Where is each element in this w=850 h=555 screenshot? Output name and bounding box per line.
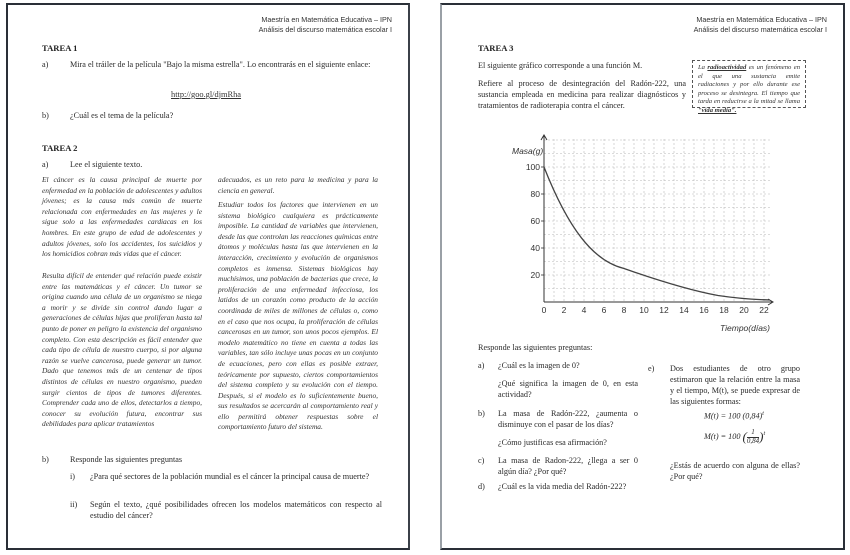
tarea1-b-label: b) — [42, 111, 49, 120]
header-program: Maestría en Matemática Educativa – IPN — [261, 15, 392, 24]
tarea2-a-label: a) — [42, 160, 49, 169]
svg-text:60: 60 — [530, 216, 540, 226]
y-tick-labels — [526, 162, 540, 280]
chart-grid — [544, 139, 770, 302]
tarea3-intro2: Refiere al proceso de desintegración del Radón-222, una sustancia empleada en medicina para realizar diagnósticos y tratamientos de radioterapia contra el cáncer. — [478, 79, 686, 110]
question-i-text: ¿Para qué sectores de la población mundial es el cáncer la principal causa de muerte? — [90, 472, 370, 481]
svg-text:12: 12 — [659, 305, 669, 315]
header-program: Maestría en Matemática Educativa – IPN — [696, 15, 827, 24]
svg-text:18: 18 — [719, 305, 729, 315]
tarea2-b-text: Responde las siguientes preguntas — [70, 455, 183, 464]
tarea3-intro1: El siguiente gráfico corresponde a una función M. — [478, 61, 643, 70]
svg-text:10: 10 — [639, 305, 649, 315]
question-ii-text: Según el texto, ¿qué posibilidades ofrecen los modelos matemáticos con respecto al estudio del cáncer? — [90, 500, 382, 520]
header-course: Análisis del discurso matemática escolar I — [693, 24, 827, 34]
question-ii-label: ii) — [70, 500, 78, 509]
svg-text:8: 8 — [621, 305, 627, 315]
term-vida-media: "vida media". — [698, 106, 737, 114]
svg-text:22: 22 — [759, 305, 769, 315]
formula-1: M(t) = 100 $(0,84)^t$ — [704, 411, 764, 421]
questions-intro: Responde las siguientes preguntas: — [478, 343, 593, 352]
decay-curve — [544, 167, 770, 300]
decay-chart — [508, 133, 778, 348]
fraction: $\frac{1}{0,84}$ — [746, 428, 760, 445]
q-e-text2: ¿Estás de acuerdo con alguna de ellas? ¿Por qué? — [670, 461, 800, 481]
q-a-text1: ¿Cuál es la imagen de 0? — [498, 361, 580, 370]
tarea2-b-label: b) — [42, 455, 49, 464]
q-a-text2: ¿Qué significa la imagen de 0, en esta actividad? — [498, 379, 638, 399]
formula-2: M(t) = 100 ( $\frac{1}{0,84}$ )$^t$ — [704, 428, 766, 445]
svg-text:14: 14 — [679, 305, 689, 315]
svg-text:80: 80 — [530, 189, 540, 199]
q-d-text: ¿Cuál es la vida media del Radón-222? — [498, 482, 627, 491]
right-page — [440, 3, 845, 550]
reading-col2-p2: Estudiar todos los factores que intervienen en un sistema biológico cualquiera es prácticamente imposible. La cantidad de variables que intervienen, desde las que controlan las reacciones químicas entre átomos y moléculas hasta las que intervienen en la interacción, crecimiento y evolución de organismos completos es inmensa. Sistemas biológicos hay muchísimos, una población de bacterias que crece, la proliferación de una enfermedad infecciosa, los latidos de un corazón como producto de la acción coordinada de miles de millones de células o, como en el caso que nos ocupa, la proliferación de células cancerosas en un tumor, son unos pocos ejemplos. El modelo matemático no tiene en cuenta a todas las variables, tan sólo incluye unas pocas en un conjunto de ecuaciones, pero con ellas es posible extraer, teóricamente por supuesto, ciertos comportamientos del sistema completo y su evolución con el tiempo. Después, si el modelo es lo suficientemente bueno, sus resultados se acercarán al comportamiento real y ello permitirá obtener respuestas sobre el comportamiento futuro del sistema. — [218, 200, 378, 432]
tarea2-a-text: Lee el siguiente texto. — [70, 160, 143, 169]
svg-text:40: 40 — [530, 243, 540, 253]
question-i-label: i) — [70, 472, 76, 481]
q-c-label: c) — [478, 456, 485, 465]
page-header — [259, 15, 392, 34]
q-b-text2: ¿Cómo justificas esa afirmación? — [498, 438, 607, 447]
tarea2-title: TAREA 2 — [42, 143, 78, 153]
svg-text:2: 2 — [561, 305, 567, 315]
y-axis-title: Masa(g) — [512, 146, 544, 156]
svg-text:6: 6 — [601, 305, 607, 315]
reading-col1-p2: Resulta difícil de entender qué relación puede existir entre las matemáticas y el cáncer. Un tumor se origina cuando una célula de un organismo se niega a morir y se divide sin control dando lugar a generaciones de células hijas que proliferan hasta tal punto de poner en peligro la existencia del organismo completo. Con esta descripción es fácil entender que cada tipo de célula de nuestro cuerpo, si por alguna razón se vuelve cancerosa, puede generar un tumor. Dado que tenemos más de un centenar de tipos distintos de células en nuestro organismo, pueden surgir cientos de tipos de tumores diferentes. Comprender cada uno de ellos, detectarlos a tiempo, conocer su evolución futura, encontrar sus debilidades para aplicar tratamientos — [42, 271, 202, 429]
q-e-text1: Dos estudiantes de otro grupo estimaron que la relación entre la masa y el tiempo, M(t), se puede expresar de las siguientes formas: — [670, 364, 800, 406]
svg-text:16: 16 — [699, 305, 709, 315]
q-a-label: a) — [478, 361, 485, 370]
q-b-text1: La masa de Radón-222, ¿aumenta o disminuye con el pasar de los días? — [498, 409, 638, 429]
q-c-text: La masa de Radon-222, ¿llega a ser 0 algún día? ¿Por qué? — [498, 456, 638, 476]
reading-col1-p1: El cáncer es la causa principal de muerte por enfermedad en la población de adolescentes y adultos jóvenes; es la causa más común de muerte relacionada con enfermedades en las mujeres y le sigue solo a las enfermedades cardiacas en los hombres. En este grupo de edad de adolescentes y adultos jóvenes, solo los accidentes, los suicidios y los homicidios cobran más vidas que el cáncer. — [42, 175, 202, 259]
x-axis-title: Tiempo(días) — [720, 323, 770, 333]
radioactivity-note: La radioactividad es un fenómeno en el que una sustancia emite radiaciones y por ello durante ese proceso se desintegra. El tiempo que tarda en reducirse a la mitad se llama "vida media". — [692, 60, 806, 108]
q-b-label: b) — [478, 409, 485, 418]
svg-text:20: 20 — [739, 305, 749, 315]
svg-text:0: 0 — [541, 305, 547, 315]
tarea3-title: TAREA 3 — [478, 43, 514, 53]
tarea1-a-label: a) — [42, 60, 49, 69]
reading-col2-p1: adecuados, es un reto para la medicina y para la ciencia en general. — [218, 175, 378, 195]
term-radioactividad: radioactividad — [707, 64, 747, 71]
left-page — [6, 3, 410, 550]
svg-text:100: 100 — [525, 162, 540, 172]
x-tick-labels — [542, 305, 769, 315]
header-course: Análisis del discurso matemática escolar I — [258, 24, 392, 34]
tarea1-title: TAREA 1 — [42, 43, 78, 53]
video-link[interactable]: http://goo.gl/djmRha — [171, 90, 242, 99]
q-e-label: e) — [648, 364, 655, 373]
svg-text:20: 20 — [530, 270, 540, 280]
tarea1-b-text: ¿Cuál es el tema de la película? — [70, 111, 174, 120]
page-header — [694, 15, 827, 34]
q-d-label: d) — [478, 482, 485, 491]
svg-text:4: 4 — [581, 305, 587, 315]
tarea1-a-text: Mira el tráiler de la película "Bajo la misma estrella". Lo encontrarás en el siguiente enlace: — [70, 60, 371, 69]
